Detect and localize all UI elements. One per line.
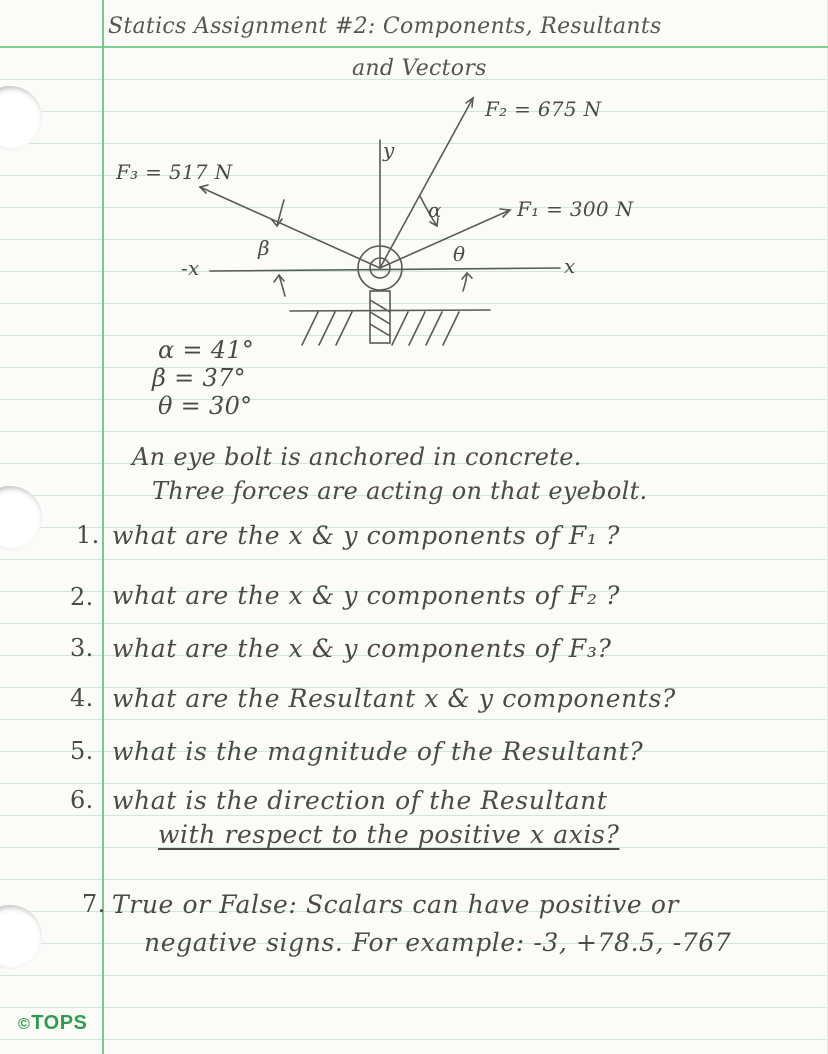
question-7-text: True or False: Scalars can have positive or bbox=[112, 890, 680, 919]
question-4-number: 4. bbox=[70, 684, 94, 712]
f2-label: F₂ = 675 N bbox=[485, 97, 602, 121]
alpha-label: α bbox=[428, 198, 442, 222]
description-line1: An eye bolt is anchored in concrete. bbox=[132, 443, 582, 471]
tops-brand-logo bbox=[18, 1012, 87, 1035]
question-3-text: what are the x & y components of F₃? bbox=[112, 634, 612, 663]
neg-x-axis-label: -x bbox=[181, 256, 200, 280]
eyebolt-shank bbox=[370, 291, 390, 343]
question-1-number: 1. bbox=[76, 521, 100, 549]
y-axis-label: y bbox=[383, 138, 395, 162]
question-2-text: what are the x & y components of F₂ ? bbox=[112, 581, 621, 610]
question-1-text: what are the x & y components of F₁ ? bbox=[112, 521, 621, 550]
given-beta: β = 37° bbox=[152, 364, 246, 392]
f1-label: F₁ = 300 N bbox=[517, 197, 634, 221]
pos-x-axis-label: x bbox=[564, 254, 576, 278]
force-f3-line bbox=[200, 187, 380, 268]
assignment-title-line2: and Vectors bbox=[352, 56, 487, 81]
question-5-text: what is the magnitude of the Resultant? bbox=[112, 737, 644, 766]
question-6-number: 6. bbox=[70, 786, 94, 814]
f3-label: F₃ = 517 N bbox=[116, 160, 233, 184]
brand-mark-icon: © bbox=[18, 1016, 31, 1033]
given-theta: θ = 30° bbox=[158, 392, 253, 420]
given-alpha: α = 41° bbox=[158, 336, 255, 364]
question-2-number: 2. bbox=[70, 583, 94, 611]
description-line2: Three forces are acting on that eyebolt. bbox=[152, 477, 648, 505]
question-6-text: what is the direction of the Resultant bbox=[112, 786, 608, 815]
question-5-number: 5. bbox=[70, 737, 94, 765]
question-4-text: what are the Resultant x & y components? bbox=[112, 684, 676, 713]
beta-label: β bbox=[258, 236, 270, 260]
question-7-number: 7. bbox=[82, 890, 106, 918]
question-7-text-continued: negative signs. For example: -3, +78.5, -767 bbox=[144, 928, 732, 957]
assignment-title: Statics Assignment #2: Components, Resultants bbox=[108, 14, 662, 39]
question-3-number: 3. bbox=[70, 634, 94, 662]
theta-label: θ bbox=[453, 242, 466, 266]
question-6-text-continued: with respect to the positive x axis? bbox=[158, 820, 620, 849]
brand-name: TOPS bbox=[31, 1012, 88, 1034]
concrete-surface bbox=[290, 310, 490, 311]
x-axis-line bbox=[210, 268, 560, 271]
